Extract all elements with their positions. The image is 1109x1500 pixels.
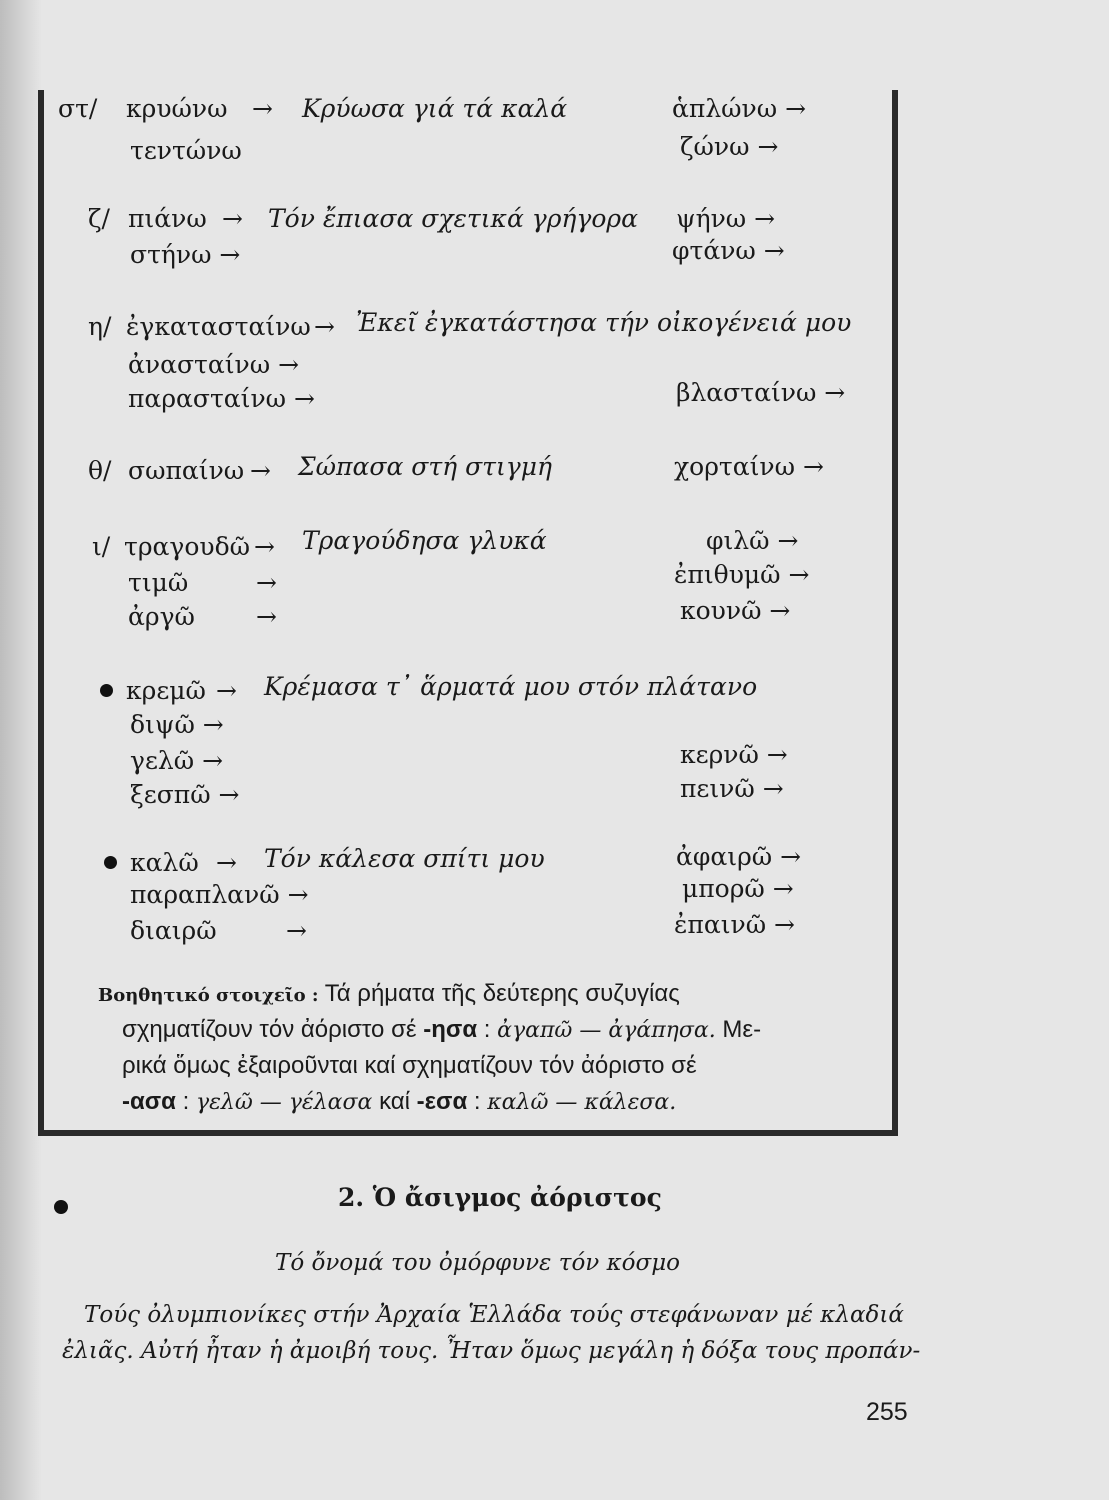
- helper-note-text: Με-: [722, 1016, 762, 1043]
- row-krem-right3: κερνῶ →: [680, 740, 788, 769]
- helper-note-text: σχηματίζουν τόν ἀόριστο σέ: [122, 1016, 417, 1043]
- row-kal-right2: μπορῶ →: [682, 874, 794, 903]
- row-th-example: Σώπασα στή στιγμή: [298, 452, 552, 481]
- row-i-arrow: →: [254, 532, 275, 561]
- row-i-verb: τραγουδῶ: [124, 532, 251, 561]
- row-h-right3: βλασταίνω →: [676, 378, 846, 407]
- row-z-arrow: →: [222, 204, 243, 233]
- row-krem-example: Κρέμασα τ᾽ ἅρματά μου στόν πλάτανο: [264, 672, 758, 701]
- row-st-label: στ/: [58, 94, 98, 123]
- colon: :: [473, 1088, 481, 1115]
- row-krem-verb: κρεμῶ: [126, 676, 206, 705]
- suffix-esa: -ησα: [423, 1016, 478, 1043]
- example-agapo: ἀγαπῶ — ἀγάπησα.: [497, 1018, 716, 1043]
- row-kal-arrow: →: [216, 848, 237, 877]
- section-heading: 2. Ὁ ἄσιγμος ἀόριστος: [338, 1183, 662, 1212]
- helper-note-text: Τά ρήματα τῆς δεύτερης συζυγίας: [324, 980, 680, 1007]
- row-st-example: Κρύωσα γιά τά καλά: [302, 94, 568, 123]
- row-kal-verb3: διαιρῶ: [130, 916, 217, 945]
- bullet-icon: [104, 856, 117, 869]
- helper-note-line-2: [122, 1018, 761, 1042]
- row-z-label: ζ/: [88, 204, 110, 233]
- body-line-2: ἐλιᾶς. Αὐτή ἦταν ἡ ἀμοιβή τους. Ἦταν ὅμως μεγάλη ἡ δόξα τους προπάν-: [62, 1338, 921, 1364]
- page-edge-shadow: [0, 0, 42, 1500]
- row-st-right: ἁπλώνω →: [672, 94, 807, 123]
- row-i-label: ι/: [92, 532, 111, 561]
- row-z-verb: πιάνω: [128, 204, 207, 233]
- suffix-asa: -ασα: [122, 1088, 176, 1115]
- helper-note-line-1: [98, 982, 680, 1006]
- row-z-example: Τόν ἔπιασα σχετικά γρήγορα: [268, 204, 638, 233]
- helper-note-label: Βοηθητικό στοιχεῖο :: [98, 985, 319, 1006]
- row-kal-right: ἀφαιρῶ →: [676, 842, 802, 871]
- row-i-example: Τραγούδησα γλυκά: [302, 526, 547, 555]
- bullet-icon: [54, 1200, 68, 1214]
- row-kal-verb: καλῶ: [130, 848, 199, 877]
- row-krem-verb3: γελῶ →: [130, 746, 224, 775]
- row-st-verb2: τεντώνω: [130, 136, 242, 165]
- body-line-1: Τούς ὀλυμπιονίκες στήν Ἀρχαία Ἑλλάδα τούς στεφάνωναν μέ κλαδιά: [84, 1302, 904, 1328]
- row-i-verb2: τιμῶ: [128, 568, 189, 597]
- row-z-right: ψήνω →: [676, 204, 776, 233]
- page-number: 255: [866, 1398, 908, 1426]
- row-kal-verb2: παραπλανῶ →: [130, 880, 309, 909]
- row-th-arrow: →: [250, 456, 271, 485]
- row-i-arrow3: →: [256, 602, 277, 631]
- row-i-right2: ἐπιθυμῶ →: [674, 560, 810, 589]
- row-h-example: Ἐκεῖ ἐγκατάστησα τήν οἰκογένειά μου: [356, 308, 852, 337]
- example-gelo: γελῶ — γέλασα: [195, 1090, 373, 1115]
- row-krem-arrow: →: [216, 676, 237, 705]
- row-kal-arrow3: →: [286, 916, 307, 945]
- section-subtitle: Τό ὄνομά του ὀμόρφυνε τόν κόσμο: [275, 1250, 681, 1276]
- row-kal-right3: ἐπαινῶ →: [674, 910, 796, 939]
- row-th-label: θ/: [88, 456, 112, 485]
- colon: :: [182, 1088, 190, 1115]
- row-kal-example: Τόν κάλεσα σπίτι μου: [264, 844, 545, 873]
- row-z-right2: φτάνω →: [672, 236, 785, 265]
- row-st-arrow: →: [252, 94, 273, 123]
- example-kalo: καλῶ — κάλεσα.: [487, 1090, 677, 1115]
- helper-note-line-4: [122, 1090, 676, 1114]
- row-i-right3: κουνῶ →: [680, 596, 791, 625]
- suffix-esa2: -εσα: [416, 1088, 468, 1115]
- row-krem-verb2: διψῶ →: [130, 710, 224, 739]
- helper-note-text: ρικά ὅμως ἐξαιροῦνται καί σχηματίζουν τόν ἀόριστο σέ: [122, 1052, 697, 1079]
- colon: :: [483, 1016, 491, 1043]
- row-z-verb2: στήνω →: [130, 240, 241, 269]
- helper-note-text: καί: [379, 1088, 410, 1115]
- row-h-label: η/: [88, 312, 112, 341]
- row-i-right: φιλῶ →: [706, 526, 799, 555]
- row-h-verb: ἐγκατασταίνω: [126, 312, 311, 341]
- row-h-verb2: ἀνασταίνω →: [128, 350, 300, 379]
- row-i-verb3: ἀργῶ: [128, 602, 195, 631]
- row-st-verb: κρυώνω: [126, 94, 228, 123]
- row-i-arrow2: →: [256, 568, 277, 597]
- row-st-right2: ζώνω →: [680, 132, 779, 161]
- row-h-verb3: παρασταίνω →: [128, 384, 315, 413]
- row-th-right: χορταίνω →: [674, 452, 824, 481]
- row-krem-right4: πεινῶ →: [680, 774, 784, 803]
- row-th-verb: σωπαίνω: [128, 456, 245, 485]
- row-krem-verb4: ξεσπῶ →: [130, 780, 240, 809]
- row-h-arrow: →: [314, 312, 335, 341]
- helper-note-line-3: [122, 1054, 697, 1078]
- bullet-icon: [100, 684, 113, 697]
